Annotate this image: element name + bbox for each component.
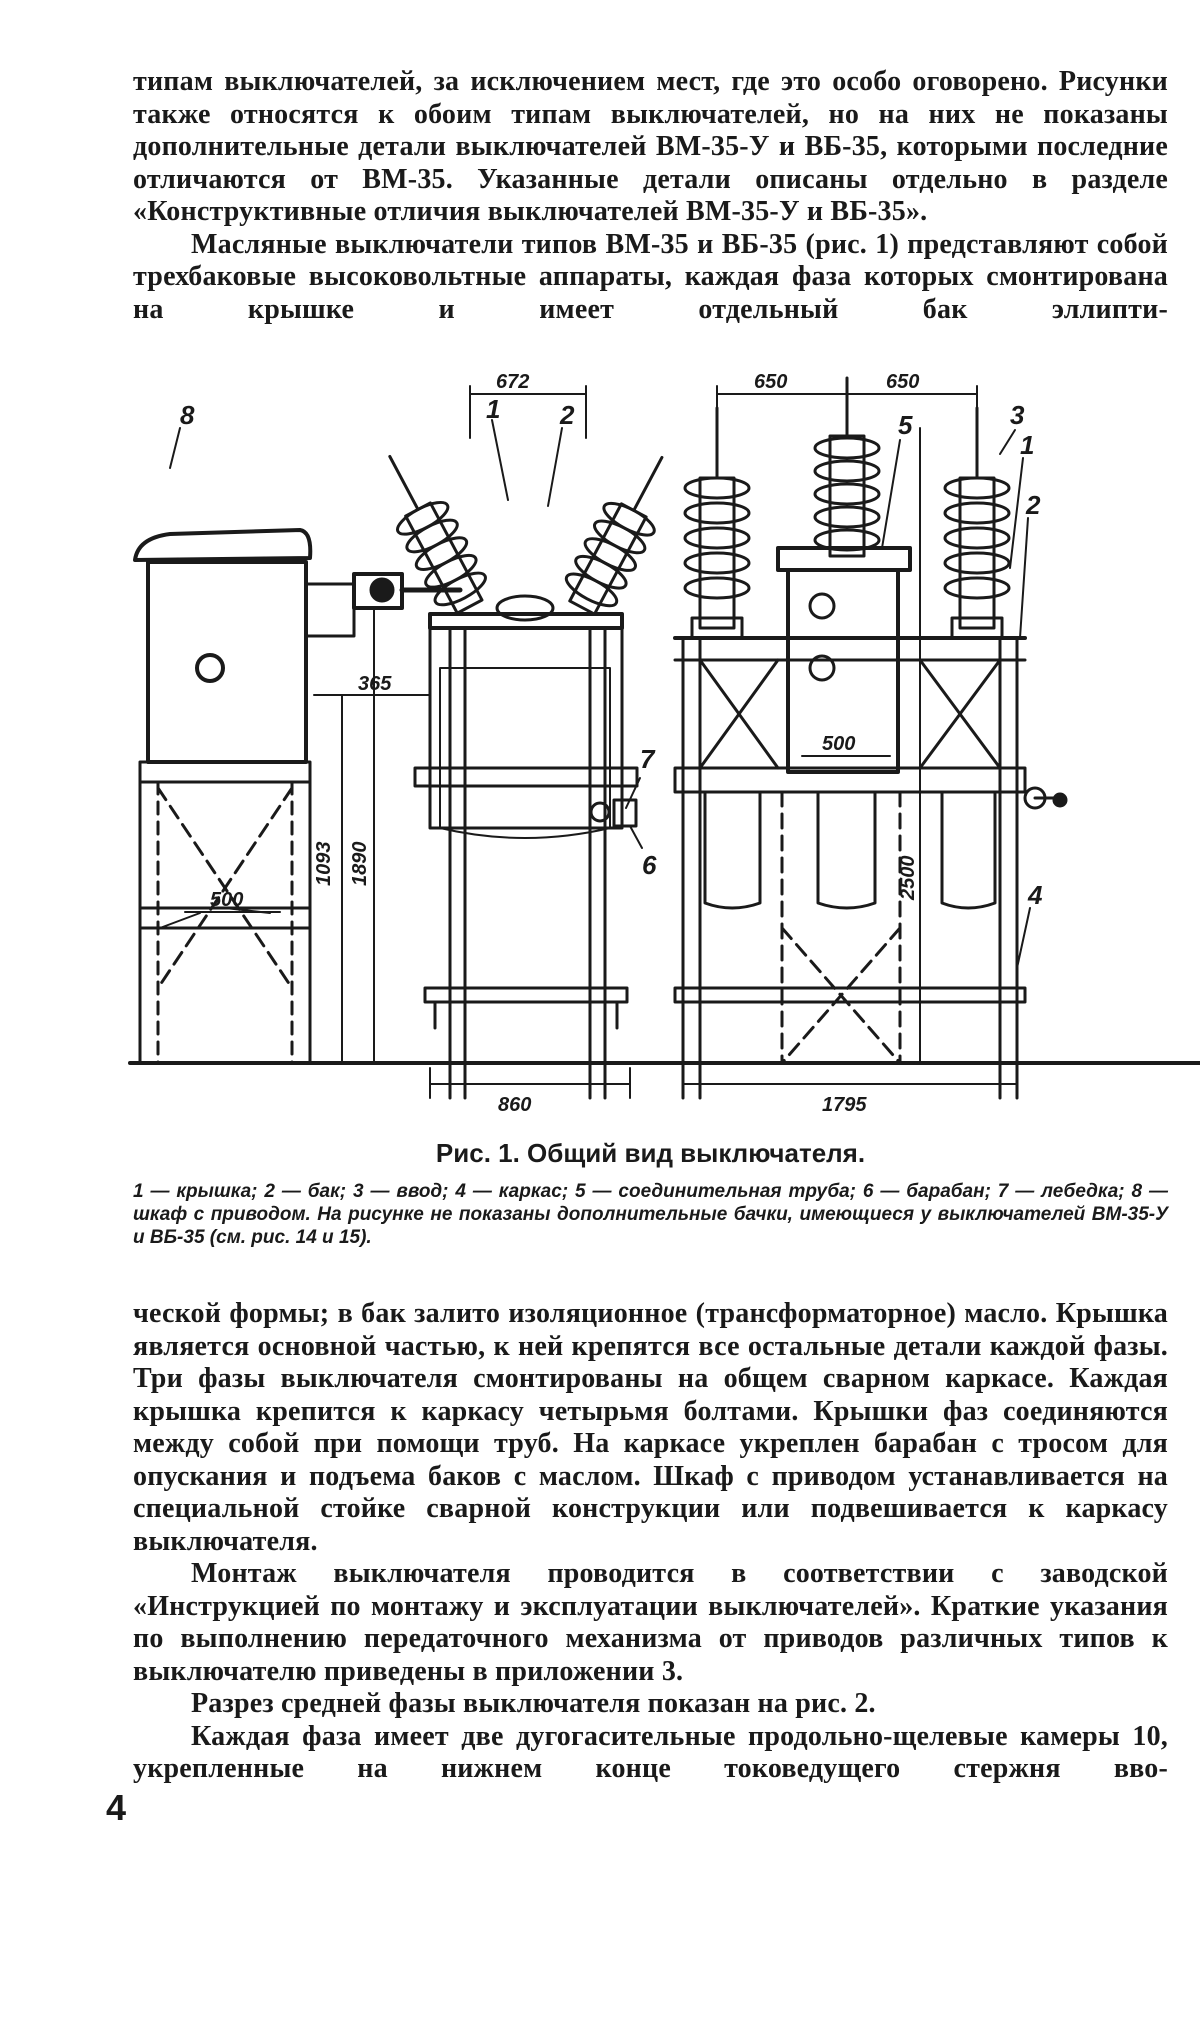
figure-caption-legend: 1 — крышка; 2 — бак; 3 — ввод; 4 — каркас; 5 — соединительная труба; 6 — барабан; 7 — лебедка; 8 — шкаф с приводом. На рисунке не показаны дополнительные бачки, имеющиеся у выключателей ВМ-35-У и ВБ-35 (см. рис. 14 и 15). [133,1181,1168,1248]
dim-672: 672 [496,371,530,393]
text-bottom [133,1298,1168,1786]
paragraph-5: Разрез средней фазы выключателя показан на рис. 2. [191,1688,876,1719]
paragraph-2: Масляные выключатели типов ВМ-35 и ВБ-35 (рис. 1) представляют собой трехбаковые высоковольтные аппараты, каждая фаза которых смонтирована на крышке и имеет отдельный бак эллипти- [133,228,1168,325]
callout-1-right: 1 [1020,430,1035,460]
dim-2500: 2500 [897,855,919,900]
paragraph-4: Монтаж выключателя проводится в соответствии с заводской «Инструкцией по монтажу и эксплуатации выключателей». Краткие указания по выполнению передаточного механизма от приводов различных типов к выключателю приведены в приложении 3. [133,1558,1168,1687]
paragraph-3: ческой формы; в бак залито изоляционное (трансформаторное) масло. Крышка является основной частью, к ней крепятся все остальные детали каждой фазы. Три фазы выключателя смонтированы на общем сварном каркасе. Каждая крышка крепится к каркасу четырьмя болтами. Крышки фаз соединяются между собой при помощи труб. На каркасе укреплен барабан с тросом для опускания и подъема баков с маслом. Шкаф с приводом устанавливается на специальной стойке сварной конструкции или подвешивается к каркасу выключателя. [133,1298,1168,1557]
dim-650-a: 650 [754,371,788,393]
page-number: 4 [106,1787,127,1828]
figure-caption-title: Рис. 1. Общий вид выключателя. [435,1138,866,1168]
dim-1795: 1795 [822,1094,867,1116]
dim-500-mid: 500 [822,733,856,755]
paragraph-6: Каждая фаза имеет две дугогасительные продольно-щелевые камеры 10, укрепленные на нижнем конце токоведущего стержня вво- [133,1720,1168,1784]
callout-4: 4 [1028,880,1043,910]
switch-side-view [330,443,687,1098]
callout-7: 7 [640,744,655,774]
callout-8: 8 [180,400,195,430]
bushing-right [557,444,686,620]
bushing-front-1 [685,408,749,638]
paragraph-1: типам выключателей, за исключением мест, где это особо оговорено. Рисунки также относятся к обоим типам выключателей, но на них не показаны дополнительные детали выключателей ВМ-35-У и ВБ-35, которыми последние отличаются от ВМ-35. Указанные детали описаны отдельно в разделе «Конструктивные отличия выключателей ВМ-35-У и ВБ-35». [133,66,1168,227]
callout-3: 3 [1010,400,1025,430]
text-top [133,66,1168,326]
dim-1093: 1093 [313,841,335,886]
switch-front-view [650,378,1200,1098]
callout-2-right: 2 [1026,490,1041,520]
dim-650-b: 650 [886,371,920,393]
figure-1 [130,368,1200,1116]
bushing-front-3 [945,408,1009,638]
callout-6: 6 [642,850,657,880]
dim-500-left: 500 [210,889,244,911]
callout-1-left: 1 [486,394,501,424]
dim-365: 365 [358,673,392,695]
callout-5: 5 [898,410,913,440]
dim-1890: 1890 [349,841,371,886]
cabinet-stand [130,530,402,1063]
dim-860: 860 [498,1094,532,1116]
callout-2-left: 2 [560,400,575,430]
switch-drawing [130,368,1200,1116]
